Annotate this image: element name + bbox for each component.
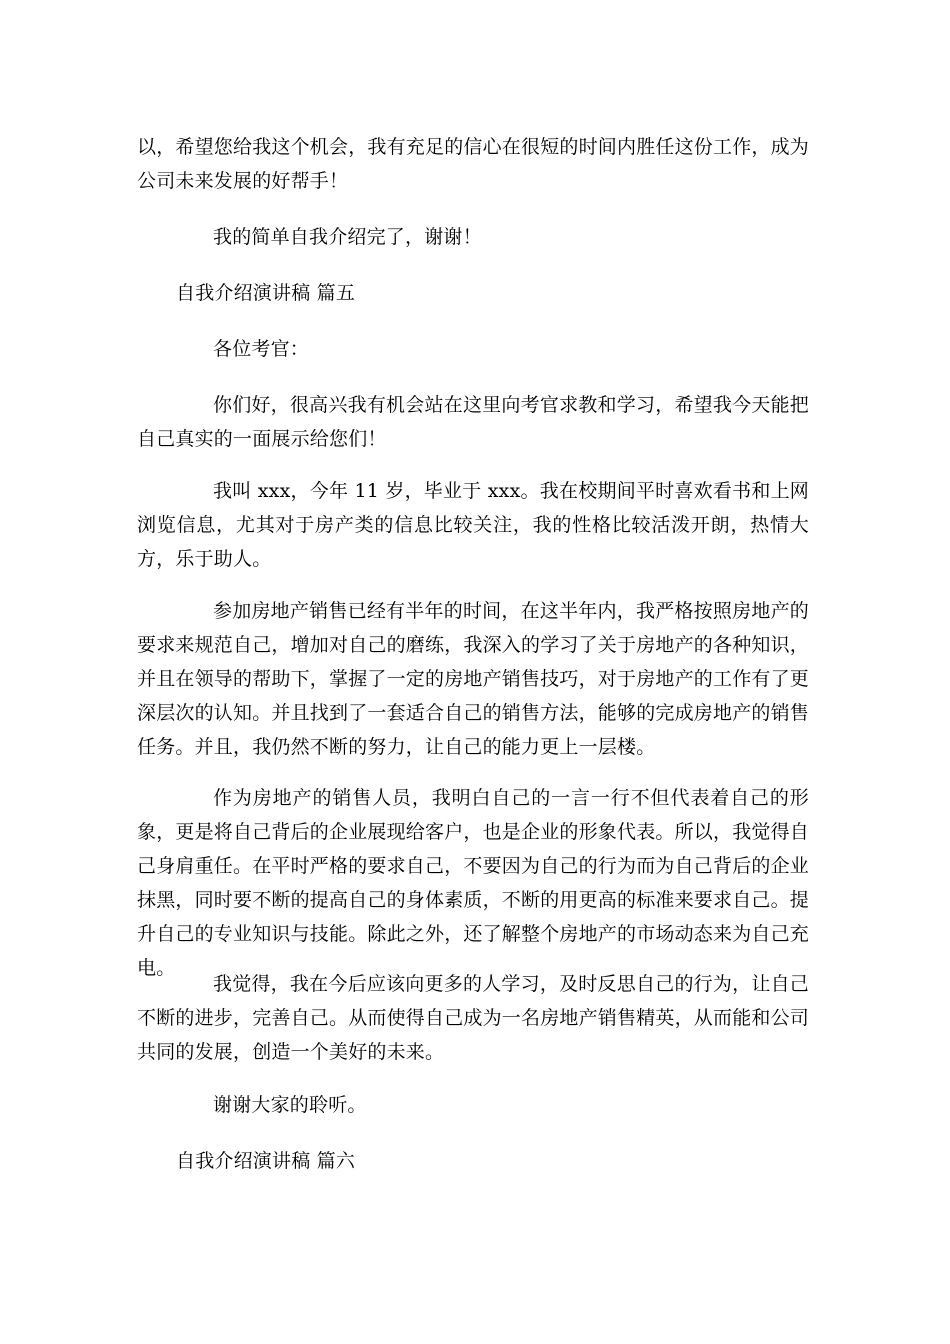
- paragraph-closing-continuation: 以，希望您给我这个机会，我有充足的信心在很短的时间内胜任这份工作，成为公司未来发展的好帮手！: [137, 136, 810, 192]
- section-heading-part-six: 自我介绍演讲稿 篇六: [176, 1150, 356, 1172]
- paragraph-greeting: 你们好，很高兴我有机会站在这里向考官求教和学习，希望我今天能把自己真实的一面展示给您们！: [137, 394, 809, 450]
- paragraph-sales-experience: 参加房地产销售已经有半年的时间，在这半年内，我严格按照房地产的要求来规范自己，增加对自己的磨练，我深入的学习了关于房地产的各种知识，并且在领导的帮助下，掌握了一定的房地产销售技巧，对于房地产的工作有了更深层次的认知。并且找到了一套适合自己的销售方法，能够的完成房地产的销售任务。并且，我仍然不断的努力，让自己的能力更上一层楼。: [137, 600, 810, 758]
- paragraph-future-plans: 我觉得，我在今后应该向更多的人学习，及时反思自己的行为，让自己不断的进步，完善自己。从而使得自己成为一名房地产销售精英，从而能和公司共同的发展，创造一个美好的未来。: [137, 973, 810, 1063]
- paragraph-thanks: 我的简单自我介绍完了，谢谢！: [213, 226, 482, 248]
- paragraph-self-introduction: 我叫 xxx，今年 11 岁，毕业于 xxx。我在校期间平时喜欢看书和上网浏览信息，尤其对于房产类的信息比较关注，我的性格比较活泼开朗，热情大方，乐于助人。: [137, 480, 809, 570]
- paragraph-responsibility: 作为房地产的销售人员，我明白自己的一言一行不但代表着自己的形象，更是将自己背后的企业展现给客户，也是企业的形象代表。所以，我觉得自己身肩重任。在平时严格的要求自己，不要因为自己的行为而为自己背后的企业抹黑，同时要不断的提高自己的身体素质，不断的用更高的标准来要求自己。提升自己的专业知识与技能。除此之外，还了解整个房地产的市场动态来为自己充电。: [137, 787, 810, 979]
- section-heading-part-five: 自我介绍演讲稿 篇五: [176, 282, 356, 304]
- paragraph-thank-audience: 谢谢大家的聆听。: [213, 1094, 367, 1116]
- paragraph-salutation: 各位考官：: [213, 338, 310, 360]
